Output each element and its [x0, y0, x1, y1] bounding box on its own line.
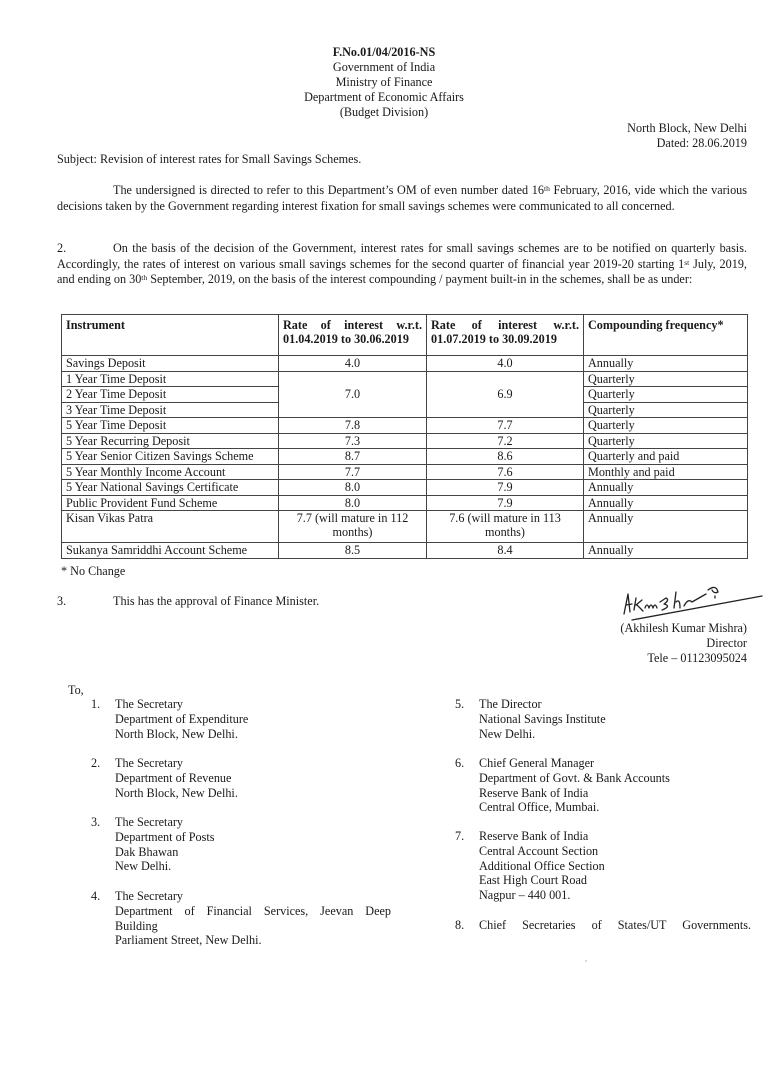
frequency-cell: Annually	[584, 356, 748, 372]
recipient-number: 3.	[91, 815, 101, 829]
paragraph-2-text-a: On the basis of the decision of the Government, interest rates for small savings schemes are to be notified on quarterly basis. Accordingly, the rates of interest on various small savings schemes for the second quarter of financial year 2019-20 starting 1	[57, 241, 747, 271]
frequency-cell: Annually	[584, 511, 748, 543]
header-rate-q1: Rate of interest w.r.t. 01.04.2019 to 30.06.2019	[279, 315, 427, 356]
recipient-line: Parliament Street, New Delhi.	[115, 933, 262, 948]
paragraph-1-text-b: February, 2016, vide which the various decisions taken by the Government regarding interest fixation for small savings schemes were communicated to all concerned.	[57, 183, 748, 213]
recipient-item	[91, 697, 391, 741]
instrument-cell: 5 Year Monthly Income Account	[62, 464, 279, 480]
rate-q1-cell: 8.5	[279, 543, 427, 559]
rate-q2-cell: 7.7	[427, 418, 584, 434]
frequency-cell: Annually	[584, 495, 748, 511]
paragraph-3-number: 3.	[57, 594, 67, 608]
table-row	[62, 433, 748, 449]
header-line-division: (Budget Division)	[339, 105, 429, 119]
recipient-line: North Block, New Delhi.	[115, 726, 238, 741]
header-instrument: Instrument	[62, 315, 279, 356]
recipient-line: Central Office, Mumbai.	[479, 800, 600, 815]
table-header-row	[62, 315, 748, 356]
recipient-item	[91, 889, 391, 948]
paragraph-1-text-a: The undersigned is directed to refer to this Department’s OM of even number dated 16	[113, 183, 544, 197]
instrument-cell: 5 Year Recurring Deposit	[62, 433, 279, 449]
scan-speck	[585, 960, 587, 962]
table-row	[62, 543, 748, 559]
rate-q2-cell: 7.6 (will mature in 113 months)	[427, 511, 584, 543]
header-rate-q2: Rate of interest w.r.t. 01.07.2019 to 30.09.2019	[427, 315, 584, 356]
frequency-cell: Annually	[584, 480, 748, 496]
recipient-number: 1.	[91, 697, 101, 711]
recipient-line: Department of Revenue	[115, 770, 232, 785]
frequency-cell: Quarterly	[584, 371, 748, 387]
recipient-line: The Secretary	[115, 697, 184, 711]
superscript: st	[684, 257, 690, 267]
superscript: th	[141, 273, 148, 282]
interest-rates-table	[61, 314, 748, 559]
recipient-line: The Director	[479, 697, 542, 711]
rate-q2-cell: 8.6	[427, 449, 584, 465]
recipient-number: 8.	[455, 918, 465, 932]
frequency-cell: Quarterly and paid	[584, 449, 748, 465]
paragraph-2-text-c: September, 2019, on the basis of the interest compounding / payment built-in in the schemes, shall be as under:	[147, 272, 693, 286]
rate-q1-cell: 8.0	[279, 495, 427, 511]
recipient-line: North Block, New Delhi.	[115, 785, 238, 800]
recipient-number: 5.	[455, 697, 465, 711]
recipient-line: Chief General Manager	[479, 756, 595, 770]
recipient-line: Department of Govt. & Bank Accounts	[479, 770, 670, 785]
recipient-line: Reserve Bank of India	[479, 829, 589, 843]
rate-q1-cell: 7.0	[279, 371, 427, 418]
rate-q1-cell: 8.0	[279, 480, 427, 496]
recipient-number: 2.	[91, 756, 101, 770]
recipient-number: 7.	[455, 829, 465, 843]
rate-q2-cell: 7.9	[427, 480, 584, 496]
frequency-cell: Quarterly	[584, 433, 748, 449]
rate-q2-cell: 8.4	[427, 543, 584, 559]
rate-q2-cell: 6.9	[427, 371, 584, 418]
recipient-line: Nagpur – 440 001.	[479, 888, 571, 903]
frequency-cell: Quarterly	[584, 418, 748, 434]
signature-icon	[616, 580, 766, 626]
rate-q2-cell: 4.0	[427, 356, 584, 372]
rate-q1-cell: 4.0	[279, 356, 427, 372]
table-row	[62, 418, 748, 434]
rate-q1-cell: 7.3	[279, 433, 427, 449]
place-date-block	[627, 121, 747, 151]
instrument-cell: 3 Year Time Deposit	[62, 402, 279, 418]
recipient-line: Department of Financial Services, Jeevan Deep	[115, 903, 391, 918]
header-frequency: Compounding frequency*	[584, 315, 748, 356]
instrument-cell: Savings Deposit	[62, 356, 279, 372]
instrument-cell: 5 Year National Savings Certificate	[62, 480, 279, 496]
file-number: F.No.01/04/2016-NS	[332, 45, 436, 59]
subject-line: Subject: Revision of interest rates for Small Savings Schemes.	[57, 152, 362, 166]
paragraph-1	[57, 183, 747, 214]
rate-q2-cell: 7.2	[427, 433, 584, 449]
table-row	[62, 511, 748, 543]
letter-header	[0, 45, 768, 120]
recipient-number: 4.	[91, 889, 101, 903]
instrument-cell: Public Provident Fund Scheme	[62, 495, 279, 511]
rate-q1-cell: 7.8	[279, 418, 427, 434]
recipient-number: 6.	[455, 756, 465, 770]
rate-q2-cell: 7.9	[427, 495, 584, 511]
recipient-line: Dak Bhawan	[115, 844, 179, 859]
paragraph-2-text-b: July, 2019, and ending on 30	[57, 256, 747, 286]
header-line-ministry: Ministry of Finance	[335, 75, 433, 89]
paragraph-2-number: 2.	[57, 241, 67, 255]
recipient-line: National Savings Institute	[479, 711, 606, 726]
recipient-item	[455, 918, 751, 933]
rate-q1-cell: 7.7 (will mature in 112 months)	[279, 511, 427, 543]
recipient-line: Reserve Bank of India	[479, 785, 589, 800]
rate-q1-cell: 7.7	[279, 464, 427, 480]
header-line-government: Government of India	[332, 60, 436, 74]
recipient-line: The Secretary	[115, 756, 184, 770]
frequency-cell: Monthly and paid	[584, 464, 748, 480]
recipient-line: Building	[115, 918, 158, 933]
signatory-designation: Director	[706, 636, 747, 650]
superscript: th	[543, 184, 550, 193]
table-row	[62, 495, 748, 511]
instrument-cell: 1 Year Time Deposit	[62, 371, 279, 387]
recipient-item	[455, 697, 751, 741]
instrument-cell: Sukanya Samriddhi Account Scheme	[62, 543, 279, 559]
frequency-cell: Quarterly	[584, 402, 748, 418]
recipient-line: New Delhi.	[479, 726, 536, 741]
recipient-item	[455, 829, 751, 903]
rate-q2-cell: 7.6	[427, 464, 584, 480]
table-row	[62, 480, 748, 496]
recipient-item	[91, 815, 391, 874]
recipient-line: New Delhi.	[115, 859, 172, 874]
signatory-telephone: Tele – 01123095024	[647, 651, 747, 665]
paragraph-2	[57, 241, 747, 288]
frequency-cell: Quarterly	[584, 387, 748, 403]
instrument-cell: 5 Year Senior Citizen Savings Scheme	[62, 449, 279, 465]
signatory-block	[620, 621, 747, 666]
instrument-cell: 2 Year Time Deposit	[62, 387, 279, 403]
frequency-cell: Annually	[584, 543, 748, 559]
to-label: To,	[68, 683, 84, 697]
header-line-department: Department of Economic Affairs	[304, 90, 464, 104]
recipient-item	[91, 756, 391, 800]
date: Dated: 28.06.2019	[656, 136, 747, 150]
table-row	[62, 371, 748, 387]
recipient-line: Additional Office Section	[479, 858, 605, 873]
recipient-line: The Secretary	[115, 889, 184, 903]
recipient-line: The Secretary	[115, 815, 184, 829]
recipient-line: Department of Posts	[115, 829, 215, 844]
recipient-line: Department of Expenditure	[115, 711, 249, 726]
recipient-line: East High Court Road	[479, 873, 587, 888]
place: North Block, New Delhi	[627, 121, 747, 135]
signatory-name: (Akhilesh Kumar Mishra)	[620, 621, 747, 635]
recipient-line: Central Account Section	[479, 843, 599, 858]
table-row	[62, 464, 748, 480]
table-row	[62, 356, 748, 372]
table-footnote: * No Change	[61, 564, 126, 578]
paragraph-3-text: This has the approval of Finance Minister.	[113, 594, 320, 608]
instrument-cell: Kisan Vikas Patra	[62, 511, 279, 543]
recipient-line: Chief Secretaries of States/UT Governments.	[479, 918, 751, 932]
table-row	[62, 449, 748, 465]
instrument-cell: 5 Year Time Deposit	[62, 418, 279, 434]
rate-q1-cell: 8.7	[279, 449, 427, 465]
recipient-item	[455, 756, 751, 815]
